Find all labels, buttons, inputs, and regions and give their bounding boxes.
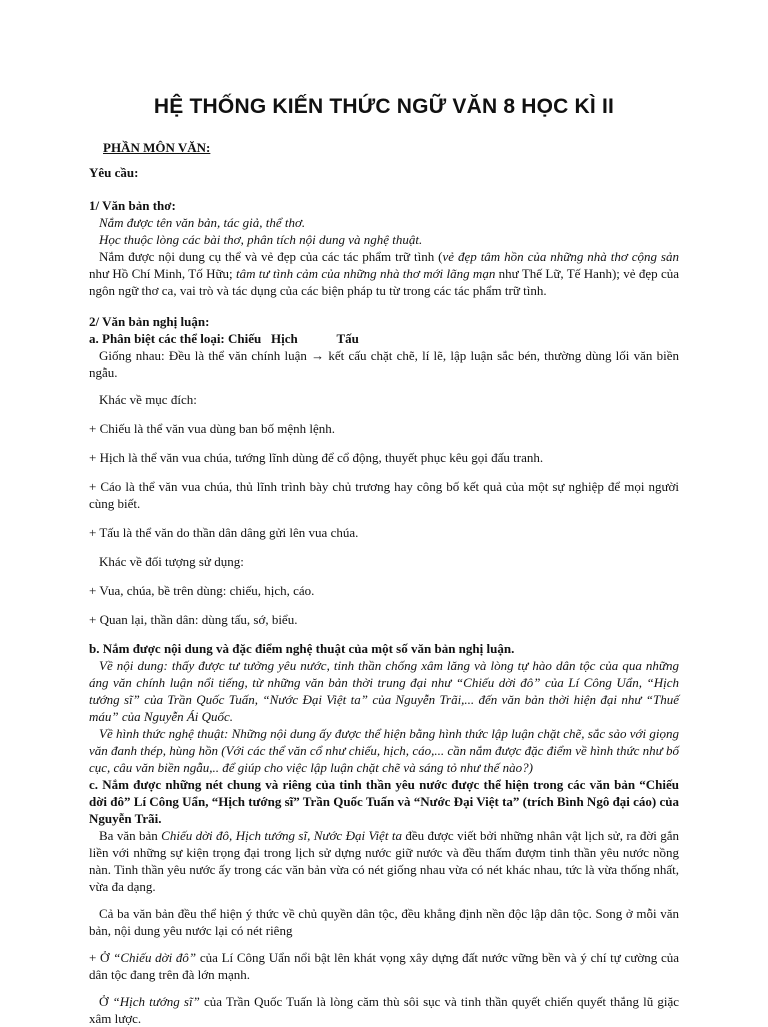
- part1-line1: Nắm được tên văn bản, tác giả, thể thơ.: [99, 215, 306, 230]
- c-p1-c: đều được viết bởi những nhân vật lịch sử, ra đời gắn liền với những sự kiện trọng đại trong lịch sử dựng nước giữ nước và đều thấm đượm tinh thần yêu nước nồng nàn. Tinh thần yêu nước ấy trong các văn bản vừa có nét giống nhau vừa có nét khác nhau, tức là vừa thống nhất, vừa đa dạng.: [89, 828, 680, 894]
- chieu-item: + Chiếu là thể văn vua dùng ban bố mệnh lệnh.: [89, 421, 335, 436]
- part1-text-e: như Thế Lữ, Tế Hanh); vẻ đẹp của ngôn ngữ thơ ca, vai trò và tác dụng của các biện pháp tu từ trong các tác phẩm trữ tình.: [89, 266, 679, 298]
- section-heading: PHẦN MÔN VĂN:: [103, 140, 211, 155]
- part2c-paragraph2: Cả ba văn bản đều thể hiện ý thức về chủ quyền dân tộc, đều khẳng định nền độc lập dân tộc. Song ở mỗi văn bản, nội dung yêu nước lại có nét riêng: [89, 906, 679, 938]
- c-p4-b: “Hịch tướng sĩ”: [112, 994, 200, 1009]
- part1-text-d: tâm tư tình cảm của những nhà thơ mới lãng mạn: [235, 266, 496, 281]
- c-p3-a: + Ở: [89, 950, 114, 965]
- quan-item: + Quan lại, thần dân: dùng tấu, sớ, biểu.: [89, 612, 298, 627]
- requirements-label: Yêu cầu:: [89, 165, 139, 180]
- part2-heading: 2/ Văn bản nghị luận:: [89, 314, 210, 329]
- part2a-heading: a. Phân biệt các thể loại: Chiếu Hịch Tấu: [89, 331, 359, 346]
- part2b-heading: b. Nắm được nội dung và đặc điểm nghệ thuật của một số văn bản nghị luận.: [89, 641, 515, 656]
- purpose-difference-label: Khác về mục đích:: [99, 392, 197, 407]
- c-p1-a: Ba văn bản: [99, 828, 162, 843]
- user-difference-label: Khác về đối tượng sử dụng:: [99, 554, 244, 569]
- hich-item: + Hịch là thể văn vua chúa, tướng lĩnh dùng để cổ động, thuyết phục kêu gọi đấu tranh.: [89, 450, 544, 465]
- part1-text-b: vẻ đẹp tâm hồn của những nhà thơ cộng sản: [442, 249, 679, 264]
- similarity-paragraph: Giống nhau: Đều là thể văn chính luận → kết cấu chặt chẽ, lí lẽ, lập luận sắc bén, thường dùng lối văn biền ngẫu.: [89, 348, 679, 380]
- part1-text-a: Nắm được nội dung cụ thể và vẻ đẹp của các tác phẩm trữ tình (: [99, 249, 443, 264]
- part1-heading: 1/ Văn bản thơ:: [89, 198, 176, 213]
- document-title: HỆ THỐNG KIẾN THỨC NGỮ VĂN 8 HỌC KÌ II: [153, 95, 615, 118]
- part2c-paragraph3: [89, 949, 679, 983]
- c-p1-b: Chiếu dời đô, Hịch tướng sĩ, Nước Đại Việt ta: [161, 828, 402, 843]
- c-p3-b: “Chiếu dời đô”: [113, 950, 197, 965]
- cao-item: + Cáo là thể văn vua chúa, thủ lĩnh trình bày chủ trương hay công bố kết quả của một sự nghiệp để mọi người cùng biết.: [89, 479, 679, 511]
- part2c-heading: c. Nắm được những nét chung và riêng của tinh thần yêu nước được thể hiện trong các văn bản “Chiếu dời đô” Lí Công Uẩn, “Hịch tướng sĩ” Trần Quốc Tuấn và “Nước Đại Việt ta” (trích Bình Ngô đại cáo) của Nguyễn Trãi.: [89, 777, 680, 826]
- part2c-paragraph4: [89, 993, 679, 1027]
- part1-paragraph: [89, 248, 679, 299]
- part2b-form-paragraph: Về hình thức nghệ thuật: Những nội dung ấy được thể hiện bằng hình thức lập luận chặt chẽ, sắc sảo với giọng văn đanh thép, hùng hồn (Với các thể văn cổ như chiếu, hịch, cáo,... cần nắm được đặc điểm về hình thức như bố cục, câu văn biền ngẫu,.. để giúp cho việc lập luận chặt chẽ và sáng tỏ như thế nào?): [89, 726, 679, 775]
- c-p4-a: Ở: [99, 994, 113, 1009]
- c-p3-c: của Lí Công Uẩn nổi bật lên khát vọng xây dựng đất nước vững bền và ý chí tự cường của dân tộc đang trên đà lớn mạnh.: [89, 950, 679, 982]
- vua-item: + Vua, chúa, bề trên dùng: chiếu, hịch, cáo.: [89, 583, 315, 598]
- c-p4-c: của Trần Quốc Tuấn là lòng căm thù sôi sục và tinh thần quyết chiến quyết thắng lũ giặc xâm lược.: [89, 994, 679, 1026]
- part2b-content-paragraph: Về nội dung: thấy được tư tưởng yêu nước, tinh thần chống xâm lăng và lòng tự hào dân tộc của qua những áng văn chính luận nổi tiếng, từ những văn bản thời trung đại như “Chiếu dời đô” của Lí Công Uẩn, “Hịch tướng sĩ” của Trần Quốc Tuấn, “Nước Đại Việt ta” của Nguyễn Trãi,... đến văn bản thời hiện đại như “Thuế máu” của Nguyễn Ái Quốc.: [89, 658, 679, 724]
- part1-text-c: như Hồ Chí Minh, Tố Hữu;: [89, 266, 236, 281]
- part2c-paragraph1: [89, 827, 679, 895]
- tau-item: + Tấu là thể văn do thần dân dâng gửi lên vua chúa.: [89, 525, 359, 540]
- part1-line2: Học thuộc lòng các bài thơ, phân tích nội dung và nghệ thuật.: [99, 232, 423, 247]
